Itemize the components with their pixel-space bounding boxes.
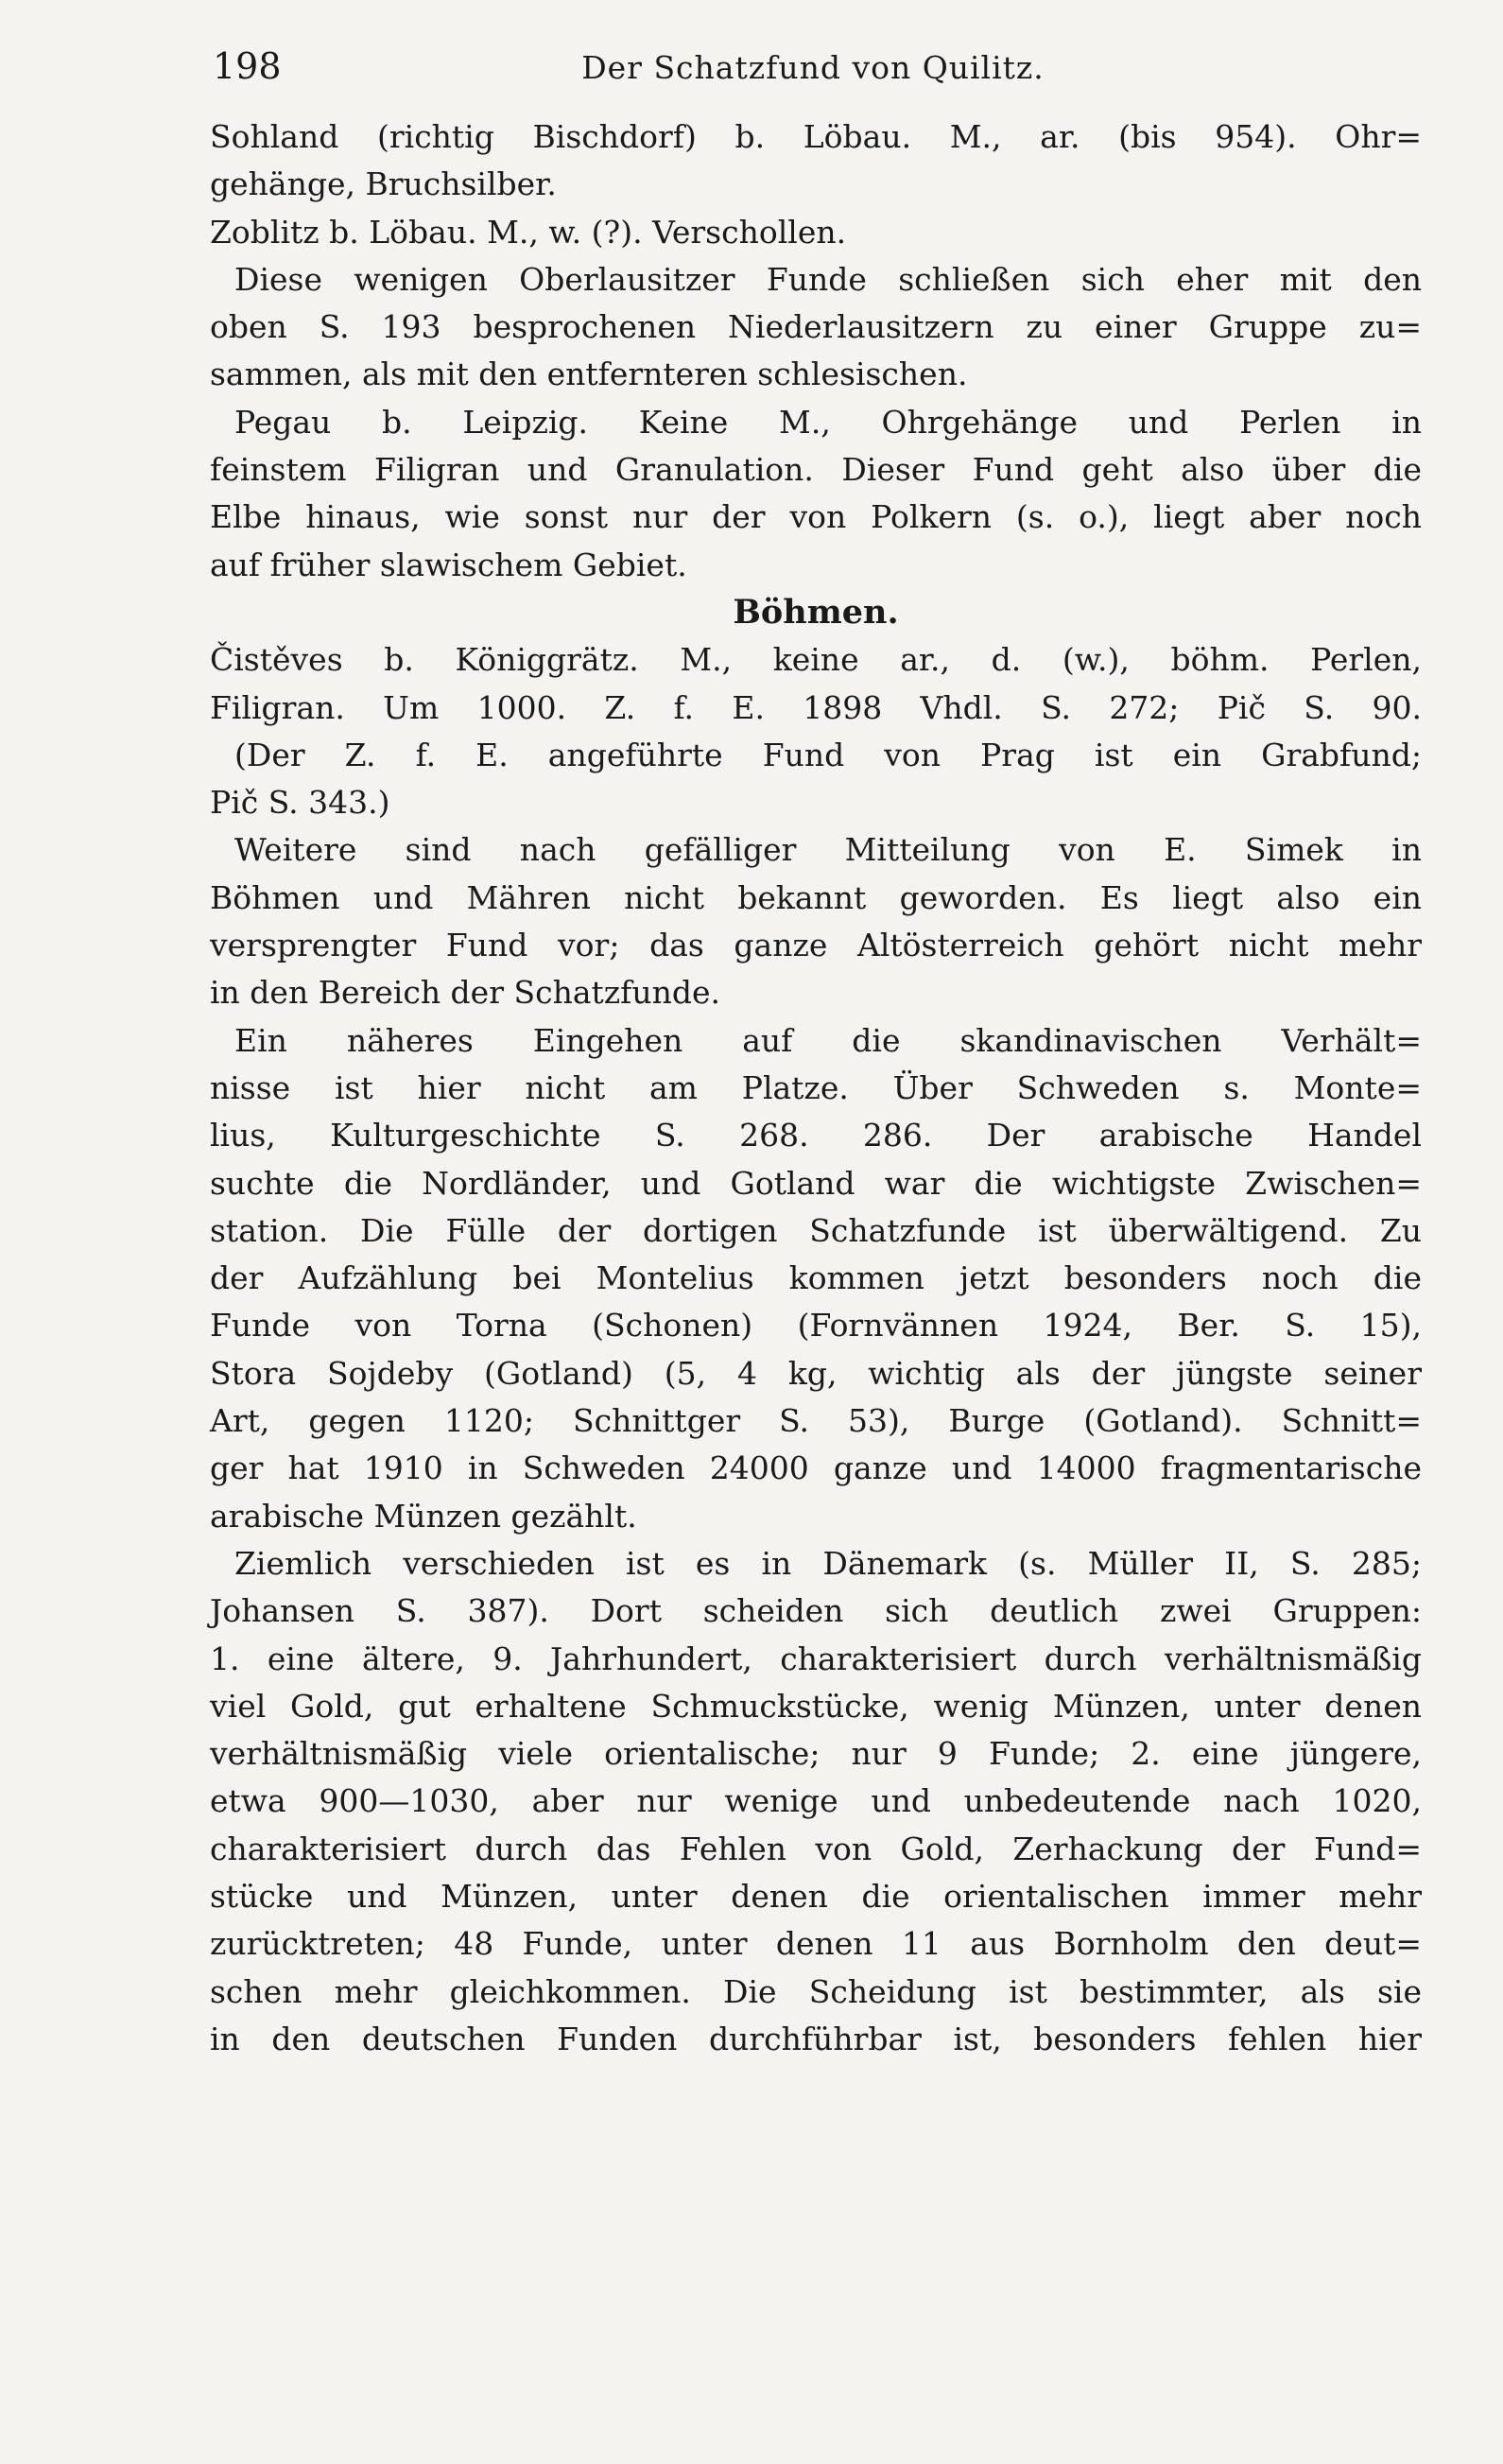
text-line: Weitere sind nach gefälliger Mitteilung von E. Simek in bbox=[234, 831, 1422, 869]
text-line: station. Die Fülle der dortigen Schatzfunde ist überwältigend. Zu bbox=[210, 1211, 1422, 1249]
text-line: Pič S. 343.) bbox=[210, 784, 390, 822]
text-line: feinstem Filigran und Granulation. Dieser Fund geht also über die bbox=[210, 451, 1422, 489]
text-line: 1. eine ältere, 9. Jahrhundert, charakterisiert durch verhältnismäßig bbox=[210, 1640, 1422, 1677]
text-line: Funde von Torna (Schonen) (Fornvännen 1924, Ber. S. 15), bbox=[210, 1307, 1422, 1345]
text-line: Filigran. Um 1000. Z. f. E. 1898 Vhdl. S. 272; Pič S. 90. bbox=[210, 688, 1422, 726]
text-line: in den deutschen Funden durchführbar ist, besonders fehlen hier bbox=[210, 2020, 1422, 2057]
text-line: Böhmen und Mähren nicht bekannt geworden. Es liegt also ein bbox=[210, 878, 1422, 916]
text-line: Ein näheres Eingehen auf die skandinavischen Verhält= bbox=[234, 1021, 1422, 1059]
text-line: Stora Sojdeby (Gotland) (5, 4 kg, wichtig als der jüngste seiner bbox=[210, 1354, 1422, 1392]
text-line: in den Bereich der Schatzfunde. bbox=[210, 974, 721, 1012]
text-line: nisse ist hier nicht am Platze. Über Schweden s. Monte= bbox=[210, 1068, 1422, 1106]
text-line: ger hat 1910 in Schweden 24000 ganze und 14000 fragmentarische bbox=[210, 1449, 1422, 1487]
text-line: charakterisiert durch das Fehlen von Gold, Zerhackung der Fund= bbox=[210, 1830, 1422, 1867]
text-line: suchte die Nordländer, und Gotland war die wichtigste Zwischen= bbox=[210, 1164, 1422, 1202]
text-line: sammen, als mit den entfernteren schlesischen. bbox=[210, 356, 968, 393]
text-line: lius, Kulturgeschichte S. 268. 286. Der arabische Handel bbox=[210, 1117, 1422, 1154]
text-line: oben S. 193 besprochenen Niederlausitzern zu einer Gruppe zu= bbox=[210, 308, 1422, 346]
text-line: viel Gold, gut erhaltene Schmuckstücke, wenig Münzen, unter denen bbox=[210, 1687, 1422, 1725]
text-line: Diese wenigen Oberlausitzer Funde schließen sich eher mit den bbox=[234, 260, 1422, 298]
running-title: Der Schatzfund von Quilitz. bbox=[581, 49, 1045, 86]
text-line: Čistěves b. Königgrätz. M., keine ar., d. (w.), böhm. Perlen, bbox=[210, 641, 1422, 679]
text-line: Sohland (richtig Bischdorf) b. Löbau. M., ar. (bis 954). Ohr= bbox=[210, 118, 1422, 155]
text-line: gehänge, Bruchsilber. bbox=[210, 165, 557, 203]
text-line: stücke und Münzen, unter denen die orientalischen immer mehr bbox=[210, 1877, 1422, 1915]
text-line: der Aufzählung bei Montelius kommen jetzt besonders noch die bbox=[210, 1259, 1422, 1297]
body-text bbox=[210, 113, 1422, 2063]
text-line: Ziemlich verschieden ist es in Dänemark (s. Müller II, S. 285; bbox=[234, 1544, 1422, 1582]
text-line: (Der Z. f. E. angeführte Fund von Prag ist ein Grabfund; bbox=[234, 736, 1422, 773]
text-line: zurücktreten; 48 Funde, unter denen 11 aus Bornholm den deut= bbox=[210, 1925, 1422, 1963]
text-line: Johansen S. 387). Dort scheiden sich deutlich zwei Gruppen: bbox=[210, 1592, 1422, 1630]
text-line: etwa 900—1030, aber nur wenige und unbedeutende nach 1020, bbox=[210, 1782, 1422, 1820]
text-line: schen mehr gleichkommen. Die Scheidung ist bestimmter, als sie bbox=[210, 1972, 1422, 2010]
text-line: arabische Münzen gezählt. bbox=[210, 1497, 637, 1535]
text-line: auf früher slawischem Gebiet. bbox=[210, 546, 687, 583]
text-line: versprengter Fund vor; das ganze Altösterreich gehört nicht mehr bbox=[210, 927, 1422, 964]
text-line: Zoblitz b. Löbau. M., w. (?). Verschollen. bbox=[210, 213, 847, 251]
text-line: Art, gegen 1120; Schnittger S. 53), Burge (Gotland). Schnitt= bbox=[210, 1402, 1422, 1440]
page-number: 198 bbox=[213, 45, 282, 87]
text-line: verhältnismäßig viele orientalische; nur 9 Funde; 2. eine jüngere, bbox=[210, 1735, 1422, 1773]
text-line: Pegau b. Leipzig. Keine M., Ohrgehänge und Perlen in bbox=[234, 403, 1422, 441]
page-header bbox=[213, 45, 1413, 102]
text-line: Elbe hinaus, wie sonst nur der von Polkern (s. o.), liegt aber noch bbox=[210, 498, 1422, 536]
section-heading: Böhmen. bbox=[733, 592, 899, 632]
